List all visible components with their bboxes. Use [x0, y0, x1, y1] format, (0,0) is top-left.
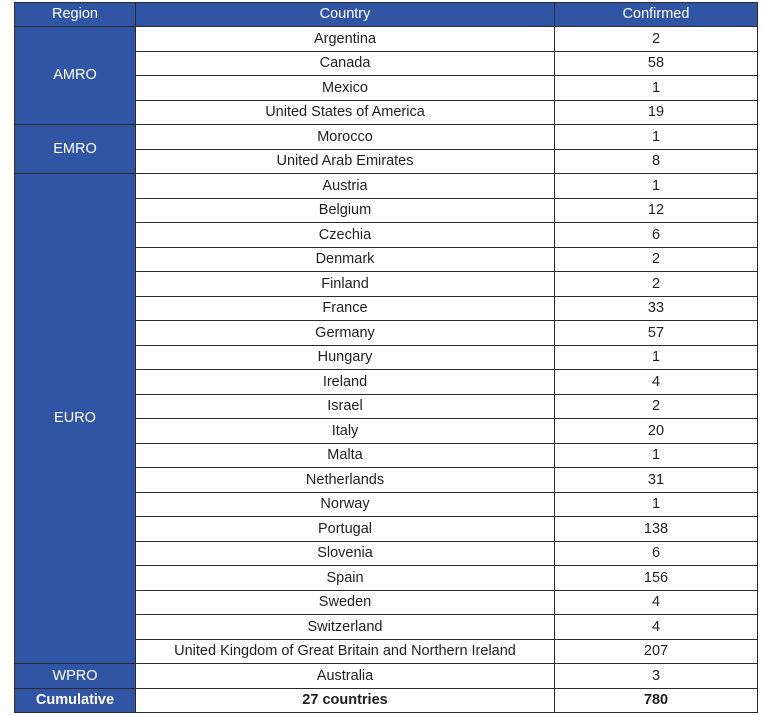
country-cell: Argentina — [136, 27, 555, 52]
confirmed-cell: 12 — [555, 198, 758, 223]
confirmed-cell: 6 — [555, 541, 758, 566]
confirmed-cell: 2 — [555, 247, 758, 272]
confirmed-cell: 1 — [555, 345, 758, 370]
country-cell: Sweden — [136, 590, 555, 615]
country-cell: Norway — [136, 492, 555, 517]
country-cell: United Arab Emirates — [136, 149, 555, 174]
confirmed-cell: 207 — [555, 639, 758, 664]
confirmed-cell: 19 — [555, 100, 758, 125]
confirmed-cell: 1 — [555, 125, 758, 150]
confirmed-cell: 1 — [555, 492, 758, 517]
confirmed-cell: 1 — [555, 174, 758, 199]
country-cell: Morocco — [136, 125, 555, 150]
country-cell: United States of America — [136, 100, 555, 125]
total-country-cell: 27 countries — [136, 688, 555, 712]
confirmed-cell: 20 — [555, 419, 758, 444]
confirmed-cell: 58 — [555, 51, 758, 76]
country-cell: Australia — [136, 664, 555, 689]
confirmed-cell: 1 — [555, 76, 758, 101]
confirmed-cases-table — [14, 2, 758, 713]
confirmed-cell: 1 — [555, 443, 758, 468]
country-cell: Italy — [136, 419, 555, 444]
confirmed-cell: 33 — [555, 296, 758, 321]
confirmed-cell: 4 — [555, 590, 758, 615]
confirmed-cell: 2 — [555, 394, 758, 419]
region-cell: AMRO — [15, 27, 136, 125]
cases-table-container — [14, 2, 758, 713]
table-row — [15, 664, 758, 689]
confirmed-cell: 31 — [555, 468, 758, 493]
table-header-row — [15, 3, 758, 27]
confirmed-cell: 156 — [555, 566, 758, 591]
header-confirmed: Confirmed — [555, 3, 758, 27]
country-cell: Switzerland — [136, 615, 555, 640]
confirmed-cell: 2 — [555, 272, 758, 297]
country-cell: Belgium — [136, 198, 555, 223]
country-cell: France — [136, 296, 555, 321]
country-cell: Austria — [136, 174, 555, 199]
country-cell: Denmark — [136, 247, 555, 272]
country-cell: Canada — [136, 51, 555, 76]
country-cell: Portugal — [136, 517, 555, 542]
table-row — [15, 27, 758, 52]
confirmed-cell: 138 — [555, 517, 758, 542]
total-region-cell: Cumulative — [15, 688, 136, 712]
country-cell: United Kingdom of Great Britain and Northern Ireland — [136, 639, 555, 664]
country-cell: Israel — [136, 394, 555, 419]
country-cell: Malta — [136, 443, 555, 468]
country-cell: Hungary — [136, 345, 555, 370]
country-cell: Netherlands — [136, 468, 555, 493]
header-country: Country — [136, 3, 555, 27]
confirmed-cell: 4 — [555, 370, 758, 395]
region-cell: EMRO — [15, 125, 136, 174]
country-cell: Germany — [136, 321, 555, 346]
country-cell: Spain — [136, 566, 555, 591]
confirmed-cell: 2 — [555, 27, 758, 52]
country-cell: Ireland — [136, 370, 555, 395]
country-cell: Slovenia — [136, 541, 555, 566]
region-cell: EURO — [15, 174, 136, 664]
country-cell: Mexico — [136, 76, 555, 101]
region-cell: WPRO — [15, 664, 136, 689]
confirmed-cell: 3 — [555, 664, 758, 689]
total-row — [15, 688, 758, 712]
confirmed-cell: 6 — [555, 223, 758, 248]
confirmed-cell: 4 — [555, 615, 758, 640]
total-confirmed-cell: 780 — [555, 688, 758, 712]
header-region: Region — [15, 3, 136, 27]
country-cell: Finland — [136, 272, 555, 297]
table-row — [15, 125, 758, 150]
table-row — [15, 174, 758, 199]
country-cell: Czechia — [136, 223, 555, 248]
confirmed-cell: 8 — [555, 149, 758, 174]
table-body — [15, 27, 758, 713]
confirmed-cell: 57 — [555, 321, 758, 346]
